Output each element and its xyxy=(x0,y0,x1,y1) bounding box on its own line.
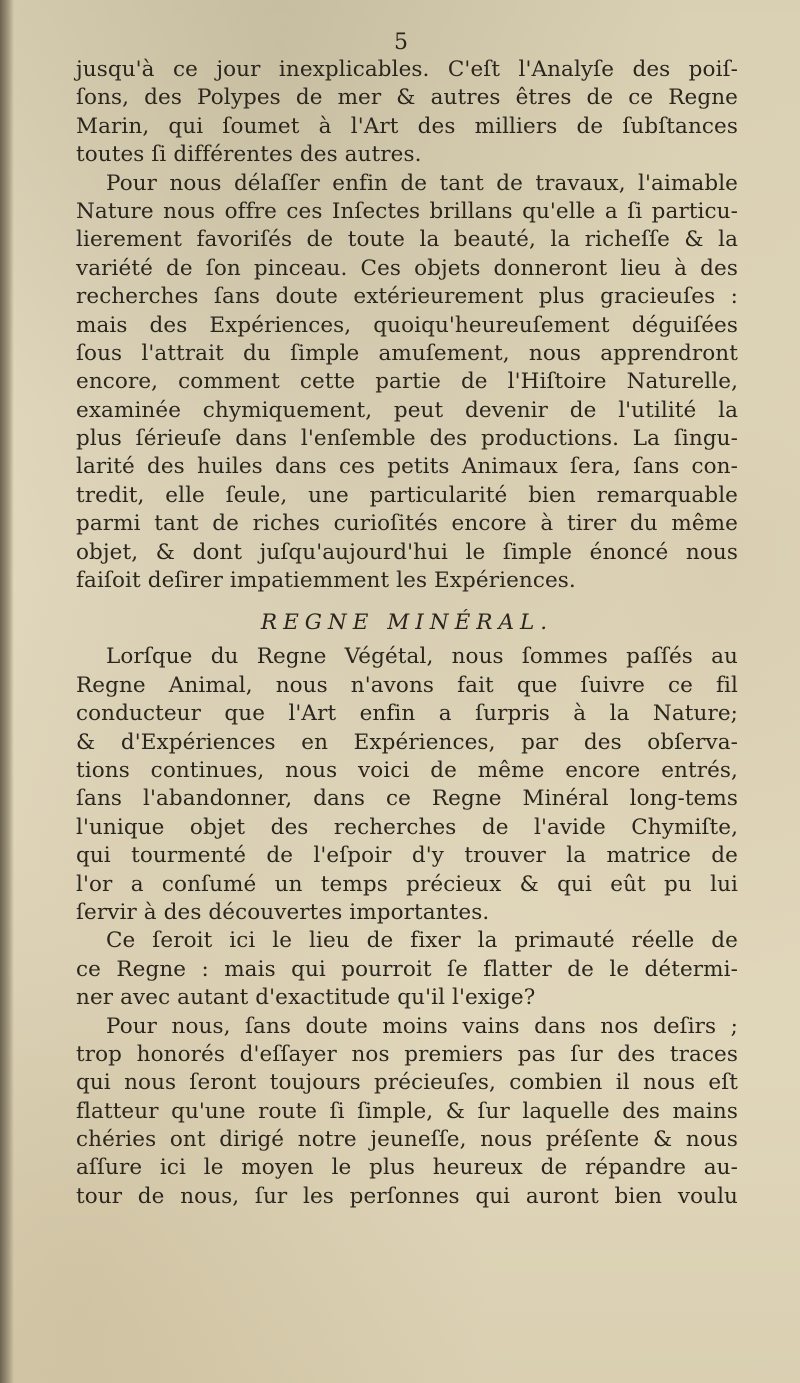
text-line: jusqu'à ce jour inexplicables. C'eſt l'Analyſe des poiſ- xyxy=(76,57,738,82)
paragraph xyxy=(76,1013,738,1212)
text-line: ſons, des Polypes de mer & autres êtres de ce Regne xyxy=(76,85,738,111)
text-line: Pour nous, ſans doute moins vains dans nos deſirs ; xyxy=(106,1013,738,1039)
text-line: mais des Expériences, quoiqu'heureuſement déguiſées xyxy=(76,312,738,338)
text-line: Regne Animal, nous n'avons fait que ſuivre ce fil xyxy=(76,672,738,698)
text-line: Marin, qui ſoumet à l'Art des milliers de ſubſtances xyxy=(76,113,738,139)
body-text xyxy=(76,28,738,1211)
text-line: trop honorés d'eſſayer nos premiers pas ſur des traces xyxy=(76,1041,738,1067)
text-line: plus ſérieuſe dans l'enſemble des productions. La ſingu- xyxy=(76,426,738,452)
text-line: objet, & dont juſqu'aujourd'hui le ſimple énoncé nous xyxy=(76,539,738,565)
text-line: ſous l'attrait du ſimple amuſement, nous apprendront xyxy=(76,340,738,366)
text-line: examinée chymiquement, peut devenir de l'utilité la xyxy=(76,397,738,423)
paragraph xyxy=(76,56,738,170)
text-line: recherches ſans doute extérieurement plus gracieuſes : xyxy=(76,284,738,310)
text-line: tour de nous, ſur les perſonnes qui auront bien voulu xyxy=(76,1183,738,1209)
text-line: chéries ont dirigé notre jeuneſſe, nous préſente & nous xyxy=(76,1127,738,1153)
text-line: conducteur que l'Art enfin a ſurpris à la Nature; xyxy=(76,701,738,727)
text-line: qui nous ſeront toujours précieuſes, combien il nous eſt xyxy=(76,1070,738,1096)
text-line: parmi tant de riches curioſités encore à tirer du même xyxy=(76,511,738,537)
text-line: & d'Expériences en Expériences, par des obſerva- xyxy=(76,729,738,755)
text-line: ner avec autant d'exactitude qu'il l'exige? xyxy=(76,985,536,1011)
text-line: l'unique objet des recherches de l'avide Chymiſte, xyxy=(76,814,738,840)
text-line: qui tourmenté de l'eſpoir d'y trouver la matrice de xyxy=(76,843,738,869)
text-line: aſſure ici le moyen le plus heureux de répandre au- xyxy=(76,1155,738,1181)
text-line: Lorſque du Regne Végétal, nous ſommes paſſés au xyxy=(106,644,738,670)
paragraph xyxy=(76,927,738,1012)
text-line: variété de ſon pinceau. Ces objets donneront lieu à des xyxy=(76,255,738,281)
page-binding-edge xyxy=(0,0,14,1383)
text-line: Ce ſeroit ici le lieu de fixer la primauté réelle de xyxy=(106,928,738,954)
section-heading: REGNE MINÉRAL. xyxy=(260,610,554,636)
text-line: ce Regne : mais qui pourroit ſe flatter de le détermi- xyxy=(76,956,738,982)
text-line: Pour nous délaſſer enfin de tant de travaux, l'aimable xyxy=(106,170,738,196)
paragraph xyxy=(76,170,738,596)
text-line: tredit, elle ſeule, une particularité bien remarquable xyxy=(76,482,738,508)
text-line: l'or a conſumé un temps précieux & qui eût pu lui xyxy=(76,871,738,897)
page-number: 5 xyxy=(394,30,408,55)
paragraph xyxy=(76,643,738,927)
text-line: encore, comment cette partie de l'Hiſtoire Naturelle, xyxy=(76,369,738,395)
text-line: larité des huiles dans ces petits Animaux ſera, ſans con- xyxy=(76,454,738,480)
text-line: ſervir à des découvertes importantes. xyxy=(76,899,490,925)
text-line: toutes ſi différentes des autres. xyxy=(76,142,422,168)
text-line: ſans l'abandonner, dans ce Regne Minéral long-tems xyxy=(76,786,738,812)
text-line: flatteur qu'une route ſi ſimple, & ſur laquelle des mains xyxy=(76,1098,738,1124)
text-line: Nature nous offre ces Inſectes brillans qu'elle a ſi particu- xyxy=(76,198,738,224)
text-line: lierement favoriſés de toute la beauté, la richeſſe & la xyxy=(76,227,738,253)
text-line: tions continues, nous voici de même encore entrés, xyxy=(76,757,738,783)
text-line: faiſoit deſirer impatiemment les Expériences. xyxy=(76,568,576,594)
